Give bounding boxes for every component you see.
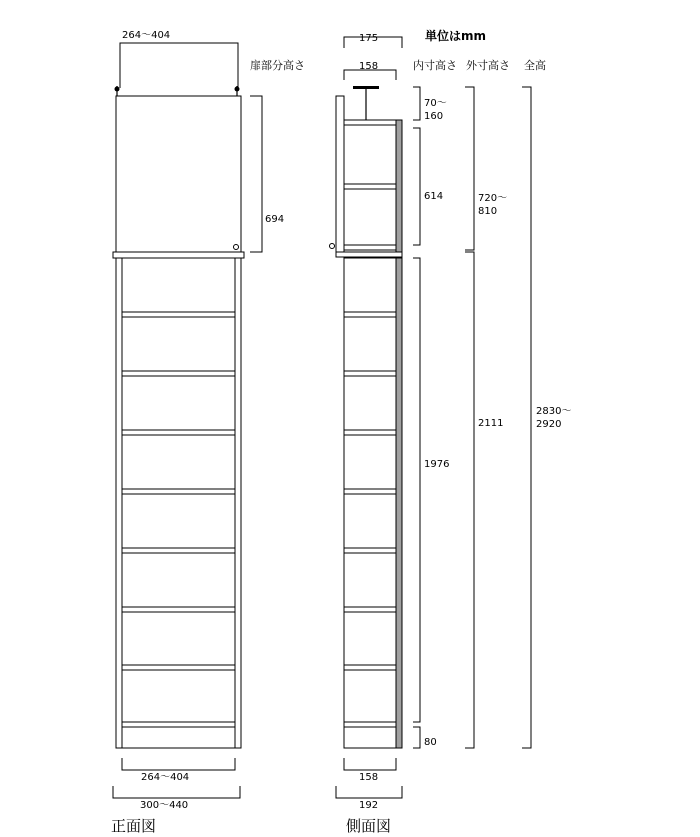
- side-shelf: [344, 120, 396, 125]
- front-shelf: [122, 371, 235, 376]
- front-shelf: [122, 548, 235, 553]
- top-gap-dimension: [413, 87, 447, 122]
- front-shelf: [122, 489, 235, 494]
- side-tension-rod: [353, 86, 379, 120]
- front-inner-width-label: 264〜404: [141, 772, 190, 783]
- base-label: 80: [424, 737, 437, 748]
- total-height-dimension: [522, 87, 571, 748]
- side-top-depth-label: 175: [359, 33, 379, 44]
- upper-inner-dimension: [413, 128, 443, 245]
- side-shelf: [344, 184, 396, 189]
- side-shelf: [344, 371, 396, 376]
- side-back-panel-lower: [396, 258, 402, 748]
- side-back-panel-upper: [396, 120, 402, 252]
- unit-label: 単位はmm: [425, 29, 487, 43]
- side-top-depth-dimension: [344, 33, 402, 48]
- front-outer-width-label: 300〜440: [140, 800, 189, 811]
- front-tension-knobs: [115, 86, 240, 96]
- front-top-width-dimension: [120, 30, 238, 88]
- lower-inner-dimension: [413, 258, 449, 722]
- header-total-height: 全高: [524, 59, 546, 72]
- lower-inner-label: 1976: [424, 459, 450, 470]
- lower-outer-dimension: [465, 252, 503, 748]
- side-view: [330, 33, 403, 835]
- side-upper-door-panel: [336, 96, 344, 252]
- side-shelf: [344, 430, 396, 435]
- side-shelf: [344, 607, 396, 612]
- upper-outer-dimension: [465, 87, 507, 250]
- side-shelf: [344, 245, 396, 250]
- header-inner-height: 内寸高さ: [413, 59, 457, 72]
- front-inner-width-dimension: [122, 758, 235, 783]
- base-dimension: [413, 727, 437, 748]
- side-top-inner-depth-dimension: [344, 61, 396, 80]
- side-base-board: [344, 722, 396, 727]
- header-outer-height: 外寸高さ: [466, 59, 510, 72]
- side-upper-shelves: [344, 120, 396, 250]
- top-gap-label-1: 70〜: [424, 98, 447, 109]
- upper-outer-label-1: 720〜: [478, 193, 508, 204]
- side-view-title: 側面図: [346, 817, 392, 835]
- front-top-board: [113, 252, 244, 258]
- front-upper-door: [116, 96, 241, 252]
- side-shelf: [344, 312, 396, 317]
- side-top-inner-depth-label: 158: [359, 61, 379, 72]
- side-bottom-inner-depth-dimension: [344, 758, 396, 783]
- side-shelf: [344, 548, 396, 553]
- front-top-width-label: 264〜404: [122, 30, 171, 41]
- total-height-label-2: 2920: [536, 419, 562, 430]
- side-bottom-outer-depth-label: 192: [359, 800, 379, 811]
- front-door-height-label: 694: [265, 214, 285, 225]
- front-base-board: [122, 722, 235, 727]
- front-shelf: [122, 665, 235, 670]
- door-knob: [234, 245, 239, 250]
- front-shelf: [122, 312, 235, 317]
- top-gap-label-2: 160: [424, 111, 444, 122]
- front-door-height-dimension: [250, 96, 284, 252]
- total-height-label-1: 2830〜: [536, 406, 572, 417]
- front-view: [111, 30, 284, 835]
- front-lower-cabinet: [116, 258, 241, 748]
- side-lower-cabinet: [344, 258, 402, 748]
- side-door-knob: [330, 244, 335, 249]
- side-shelf: [344, 489, 396, 494]
- front-shelves: [122, 312, 235, 727]
- front-shelf: [122, 430, 235, 435]
- side-lower-shelves: [344, 312, 396, 727]
- header-door-height: 扉部分高さ: [250, 59, 305, 72]
- upper-outer-label-2: 810: [478, 206, 498, 217]
- side-bottom-inner-depth-label: 158: [359, 772, 379, 783]
- side-bottom-outer-depth-dimension: [336, 786, 402, 811]
- lower-outer-label: 2111: [478, 418, 504, 429]
- front-shelf: [122, 607, 235, 612]
- front-view-title: 正面図: [111, 817, 157, 835]
- side-shelf: [344, 665, 396, 670]
- front-outer-width-dimension: [113, 786, 240, 811]
- side-top-board: [336, 252, 402, 257]
- upper-inner-label: 614: [424, 191, 444, 202]
